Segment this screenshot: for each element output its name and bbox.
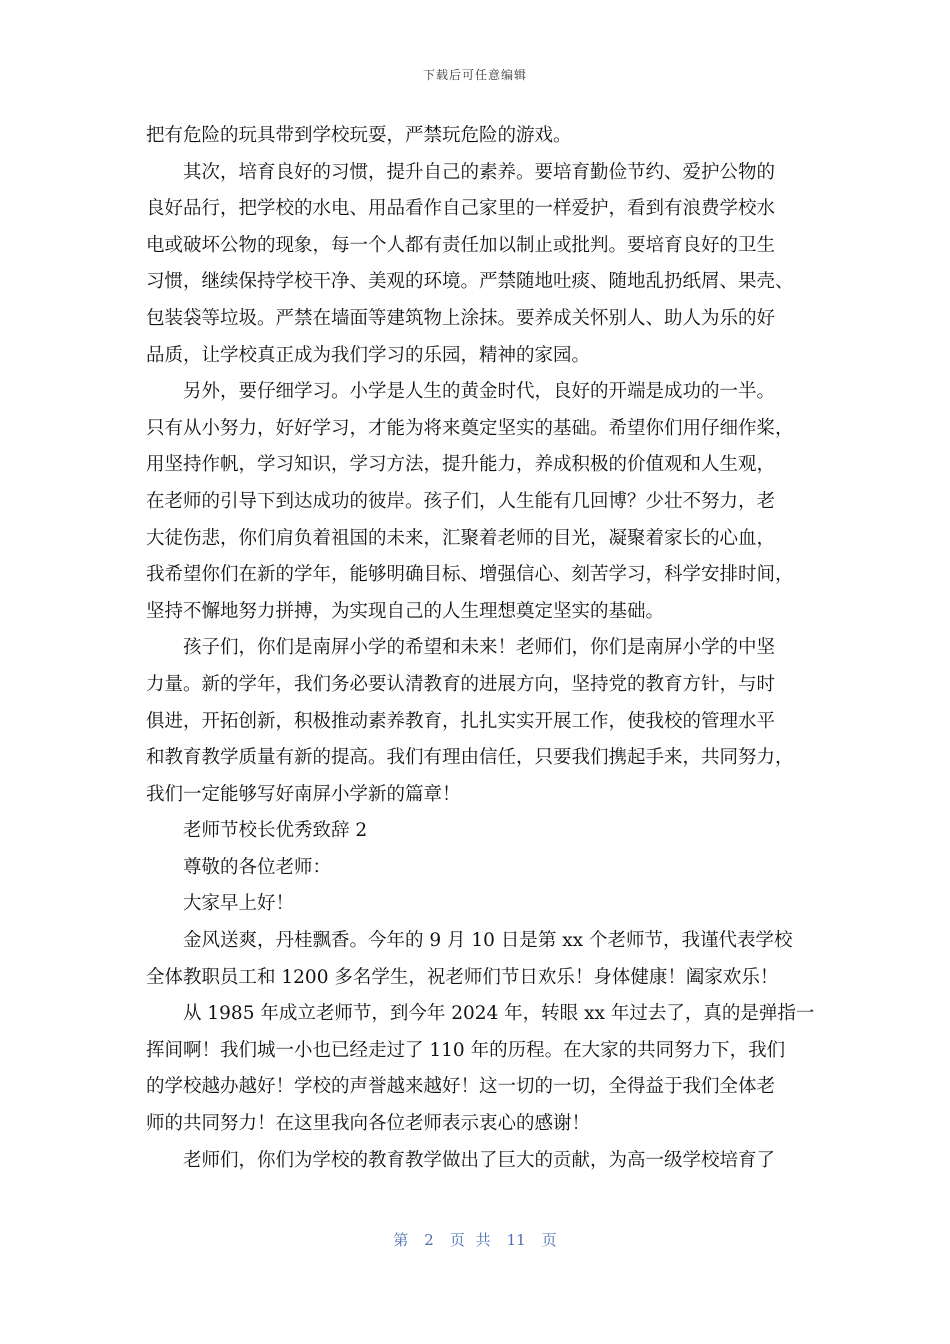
text-line: 金风送爽，丹桂飘香。今年的 9 月 10 日是第 xx 个老师节，我谨代表学校 (183, 930, 793, 952)
text-line: 全体教职员工和 1200 多名学生，祝老师们节日欢乐！身体健康！阖家欢乐！ (146, 966, 779, 988)
text-line: 老师们，你们为学校的教育教学做出了巨大的贡献，为高一级学校培育了 (183, 1149, 776, 1171)
footer-label-ye-gong: 页 共 (449, 1231, 491, 1249)
text-line: 挥间啊！我们城一小也已经走过了 110 年的历程。在大家的共同努力下，我们 (146, 1039, 786, 1061)
text-line: 电或破坏公物的现象，每一个人都有责任加以制止或批判。要培育良好的卫生 (146, 234, 776, 256)
footer-page-current: 2 (424, 1231, 434, 1249)
document-body (146, 118, 814, 1179)
page-header-note: 下载后可任意编辑 (422, 68, 527, 82)
text-line: 我希望你们在新的学年，能够明确目标、增强信心、刻苦学习，科学安排时间， (146, 564, 794, 586)
text-line: 孩子们，你们是南屏小学的希望和未来！老师们，你们是南屏小学的中坚 (183, 637, 776, 659)
text-line: 良好品行，把学校的水电、用品看作自己家里的一样爱护，看到有浪费学校水 (146, 198, 776, 220)
text-line: 用坚持作帆，学习知识，学习方法，提升能力，养成积极的价值观和人生观， (146, 454, 776, 476)
text-line: 师的共同努力！在这里我向各位老师表示衷心的感谢！ (146, 1113, 591, 1135)
text-line: 的学校越办越好！学校的声誉越来越好！这一切的一切，全得益于我们全体老 (146, 1076, 776, 1098)
text-line: 品质，让学校真正成为我们学习的乐园，精神的家园。 (146, 344, 591, 366)
text-line: 尊敬的各位老师： (183, 856, 332, 878)
text-line: 俱进，开拓创新，积极推动素养教育，扎扎实实开展工作，使我校的管理水平 (146, 710, 776, 732)
text-line: 把有危险的玩具带到学校玩耍，严禁玩危险的游戏。 (146, 125, 572, 146)
page-footer (0, 1229, 950, 1250)
text-line: 包装袋等垃圾。严禁在墙面等建筑物上涂抹。要养成关怀别人、助人为乐的好 (146, 307, 776, 329)
text-line: 只有从小努力，好好学习，才能为将来奠定坚实的基础。希望你们用仔细作桨， (146, 417, 794, 439)
footer-label-di: 第 (393, 1231, 409, 1249)
text-line: 从 1985 年成立老师节，到今年 2024 年，转眼 xx 年过去了，真的是弹指一 (183, 1003, 814, 1025)
text-line: 和教育教学质量有新的提高。我们有理由信任，只要我们携起手来，共同努力， (146, 747, 794, 769)
text-line: 在老师的引导下到达成功的彼岸。孩子们，人生能有几回博？少壮不努力，老 (146, 490, 776, 512)
text-line: 大家早上好！ (183, 893, 295, 915)
text-line: 我们一定能够写好南屏小学新的篇章！ (146, 783, 461, 805)
text-line: 老师节校长优秀致辞 2 (183, 820, 368, 842)
text-line: 大徒伤悲，你们肩负着祖国的未来，汇聚着老师的目光，凝聚着家长的心血， (146, 527, 776, 549)
text-line: 另外，要仔细学习。小学是人生的黄金时代，良好的开端是成功的一半。 (183, 381, 776, 403)
text-line: 其次，培育良好的习惯，提升自己的素养。要培育勤俭节约、爱护公物的 (183, 161, 776, 183)
text-line: 力量。新的学年，我们务必要认清教育的进展方向，坚持党的教育方针，与时 (146, 673, 776, 695)
text-line: 习惯，继续保持学校干净、美观的环境。严禁随地吐痰、随地乱扔纸屑、果壳、 (146, 271, 794, 293)
footer-label-ye: 页 (541, 1231, 557, 1249)
text-line: 坚持不懈地努力拼搏，为实现自己的人生理想奠定坚实的基础。 (146, 600, 665, 622)
footer-page-total: 11 (506, 1231, 526, 1249)
